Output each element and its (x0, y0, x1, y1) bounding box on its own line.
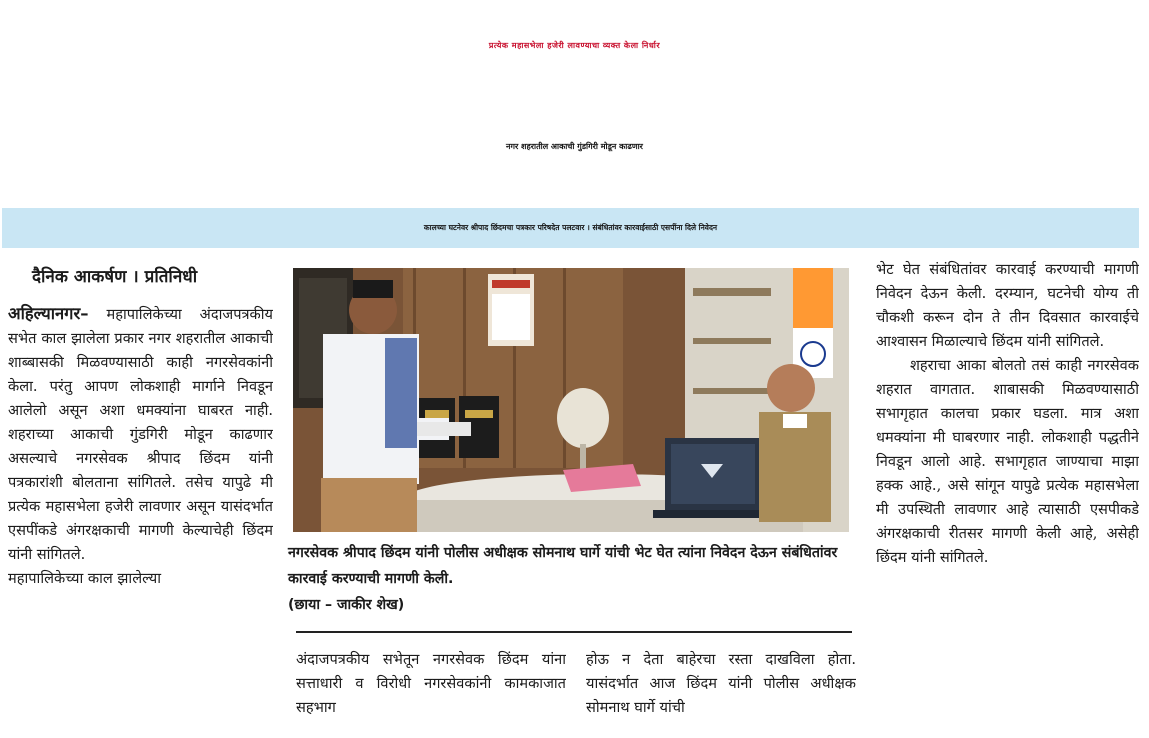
photo-illustration (293, 268, 849, 532)
left-column (8, 262, 273, 738)
caption-text: नगरसेवक श्रीपाद छिंदम यांनी पोलीस अधीक्षक सोमनाथ घार्गे यांची भेट घेत त्यांना निवेदन देऊन संबंधितांवर कारवाई करण्याची मागणी केली. (288, 545, 838, 587)
article-paragraph: शहराचा आका बोलतो तसं काही नगरसेवक शहरात वागतात. शाबासकी मिळवण्यासाठी सभागृहात कालचा प्रकार घडला. मात्र अशा धमक्यांना मी घाबरणार नाही. लोकशाही पद्धतीने निवडून आलो आहे. सभागृहात जाण्याचा माझा हक्क आहे., असे सांगून यापुढे प्रत्येक महासभेला मी उपस्थिती लावणार आहे त्यासाठी एसपीकडे अंगरक्षकाची रीतसर मागणी केली आहे, असेही छिंदम यांनी सांगितले. (876, 357, 1139, 566)
photo-caption (288, 540, 868, 618)
subheadline: कालच्या घटनेवर श्रीपाद छिंदमचा पत्रकार परिषदेत पलटवार । संबंधितांवर कारवाईसाठी एसपींना दिले निवेदन (423, 223, 718, 232)
middle-column-1 (296, 648, 566, 738)
divider-rule (296, 631, 852, 633)
kicker-headline: प्रत्येक महासभेला हजेरी लावण्याचा व्यक्त केला निर्धार (488, 41, 661, 50)
photo-credit: (छाया – जाकीर शेख) (288, 597, 405, 613)
byline: दैनिक आकर्षण । प्रतिनिधी (32, 267, 198, 287)
article-paragraph: भेट घेत संबंधितांवर कारवाई करण्याची मागणी निवेदन देऊन केली. दरम्यान, घटनेची योग्य ती चौकशी करून दोन ते तीन दिवसात कारवाईचे आश्वासन मिळाल्याचे छिंदम यांनी सांगितले. (876, 261, 1139, 350)
article-paragraph: अंदाजपत्रकीय सभेतून नगरसेवक छिंदम यांना सत्ताधारी व विरोधी नगरसेवकांनी कामकाजात सहभाग (296, 651, 566, 716)
dateline: अहिल्यानगर– (8, 304, 89, 323)
article-paragraph (8, 302, 273, 567)
news-photo (293, 268, 849, 532)
main-headline: नगर शहरातील आकाची गुंडगिरी मोडून काढणार (506, 142, 643, 151)
article-paragraph: महापालिकेच्या काल झालेल्या (8, 570, 162, 587)
right-column (876, 258, 1139, 718)
article-text: महापालिकेच्या अंदाजपत्रकीय सभेत काल झालेला प्रकार नगर शहरातील आकाची शाब्बासकी मिळवण्यासाठी काही नगरसेवकांनी केला. परंतु आपण लोकशाही मार्गाने निवडून आलेलो असून अशा धमक्यांना घाबरत नाही. शहराच्या आकाची गुंडगिरी मोडून काढणार असल्याचे नगरसेवक श्रीपाद छिंदम यांनी पत्रकारांशी बोलताना सांगितले. तसेच यापुढे मी प्रत्येक महासभेला हजेरी लावणार असून यासंदर्भात एसपींकडे अंगरक्षकाची मागणी केल्याचेही छिंदम यांनी सांगितले. (8, 306, 273, 563)
subheadline-band (2, 208, 1139, 248)
article-paragraph: होऊ न देता बाहेरचा रस्ता दाखविला होता. यासंदर्भात आज छिंदम यांनी पोलीस अधीक्षक सोमनाथ घार्गे यांची (586, 651, 856, 716)
middle-column-2 (586, 648, 856, 738)
